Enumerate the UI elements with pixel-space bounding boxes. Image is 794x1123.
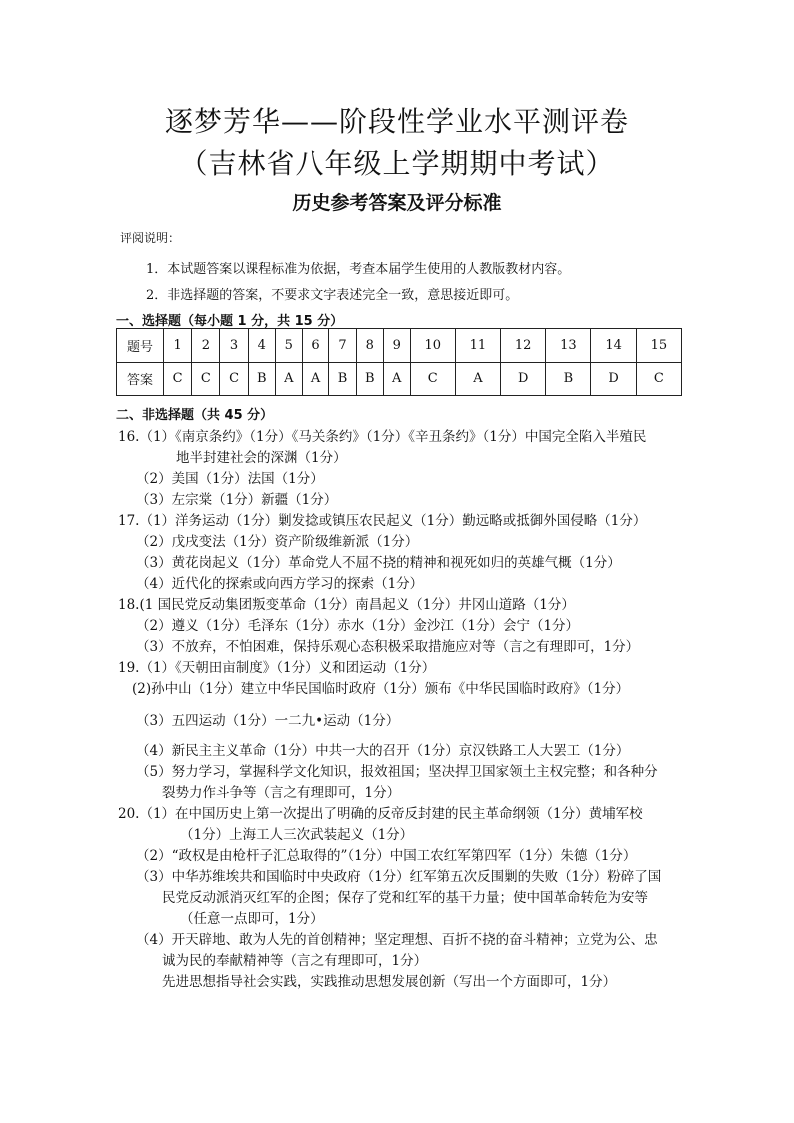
table-cell: 9: [383, 329, 410, 363]
answer-line: （1分）上海工人三次武装起义（1分）: [180, 827, 414, 843]
answer-line: 16.（1）《南京条约》（1分）《马关条约》（1分）《辛丑条约》（1分）中国完全陷入半殖民: [118, 429, 647, 445]
answer-line: 诚为民的奉献精神等（言之有理即可，1分）: [162, 953, 428, 969]
table-cell: D: [501, 362, 546, 396]
table-cell: 5: [275, 329, 302, 363]
answer-line: （3）不放弃，不怕困难，保持乐观心态积极采取措施应对等（言之有理即可，1分）: [136, 639, 640, 655]
table-cell: 3: [220, 329, 248, 363]
answer-line: （4）近代化的探索或向西方学习的探索（1分）: [136, 576, 424, 592]
answer-line: 20.（1）在中国历史上第一次提出了明确的反帝反封建的民主革命纲领（1分）黄埔军校: [118, 806, 643, 822]
answer-line: 17.（1）洋务运动（1分）剿发捻或镇压农民起义（1分）勤远略或抵御外国侵略（1分）: [118, 513, 647, 529]
table-cell: C: [220, 362, 248, 396]
table-cell: 7: [329, 329, 356, 363]
answer-line: （任意一点即可，1分）: [180, 911, 324, 927]
table-cell: 2: [192, 329, 220, 363]
table-cell: 6: [302, 329, 329, 363]
table-cell: 15: [636, 329, 681, 363]
table-row: [117, 329, 682, 363]
section-title-choice: 一、选择题（每小题 1 分，共 15 分）: [116, 314, 344, 329]
table-cell: 10: [410, 329, 455, 363]
table-cell: 4: [248, 329, 275, 363]
answer-line: 民党反动派消灭红军的企图；保存了党和红军的基干力量；使中国革命转危为安等: [162, 890, 648, 906]
note-item-2: 2．非选择题的答案，不要求文字表述完全一致，意思接近即可。: [146, 288, 519, 303]
answer-line: （3）黄花岗起义（1分）革命党人不屈不挠的精神和视死如归的英雄气概（1分）: [136, 555, 621, 571]
section-title-nonchoice: 二、非选择题（共 45 分）: [116, 408, 274, 423]
answer-line: (2)孙中山（1分）建立中华民国临时政府（1分）颁布《中华民国临时政府》（1分）: [132, 681, 630, 697]
table-cell: 13: [546, 329, 591, 363]
answer-line: 先进思想指导社会实践，实践推动思想发展创新（写出一个方面即可，1分）: [162, 974, 617, 990]
answer-line: （2）“政权是由枪杆子汇总取得的”（1分）中国工农红军第四军（1分）朱德（1分）: [136, 848, 637, 864]
answer-line: 19.（1）《天朝田亩制度》（1分）义和团运动（1分）: [118, 660, 436, 676]
table-row: [117, 362, 682, 396]
answer-line: （4）开天辟地、敢为人先的首创精神；坚定理想、百折不挠的奋斗精神；立党为公、忠: [136, 932, 658, 948]
answer-line: （3）左宗棠（1分）新疆（1分）: [136, 492, 338, 508]
table-cell: C: [636, 362, 681, 396]
answer-line: （2）遵义（1分）毛泽东（1分）赤水（1分）金沙江（1分）会宁（1分）: [136, 618, 580, 634]
table-cell: B: [329, 362, 356, 396]
table-cell: D: [591, 362, 636, 396]
answer-line: （2）戊戌变法（1分）资产阶级维新派（1分）: [136, 534, 419, 550]
answer-line: 地半封建社会的深渊（1分）: [176, 450, 347, 466]
table-cell: A: [302, 362, 329, 396]
answer-line: （4）新民主主义革命（1分）中共一大的召开（1分）京汉铁路工人大罢工（1分）: [136, 743, 630, 759]
table-cell: B: [546, 362, 591, 396]
page-subtitle: 历史参考答案及评分标准: [292, 192, 502, 214]
table-header-answer: 答案: [117, 362, 164, 396]
table-cell: 8: [356, 329, 383, 363]
answer-line: （5）努力学习，掌握科学文化知识，报效祖国；坚决捍卫国家领土主权完整；和各种分: [136, 764, 658, 780]
table-cell: C: [192, 362, 220, 396]
table-cell: C: [410, 362, 455, 396]
note-item-1: 1．本试题答案以课程标准为依据，考查本届学生使用的人教版教材内容。: [146, 262, 571, 277]
table-cell: 12: [501, 329, 546, 363]
table-cell: 11: [455, 329, 500, 363]
table-cell: 1: [164, 329, 192, 363]
table-cell: A: [275, 362, 302, 396]
page-title: 逐梦芳华——阶段性学业水平测评卷: [164, 105, 629, 138]
table-cell: 14: [591, 329, 636, 363]
answer-table: [116, 328, 682, 396]
answer-line: 裂势力作斗争等（言之有理即可，1分）: [162, 785, 401, 801]
answer-line: （3）五四运动（1分）一二九•运动（1分）: [136, 713, 400, 729]
table-header-number: 题号: [117, 329, 164, 363]
answer-line: 18.(1 国民党反动集团叛变革命（1分）南昌起义（1分）井冈山道路（1分）: [118, 597, 575, 613]
table-cell: A: [383, 362, 410, 396]
table-cell: A: [455, 362, 500, 396]
table-cell: B: [248, 362, 275, 396]
table-cell: B: [356, 362, 383, 396]
notes-heading: 评阅说明：: [120, 231, 181, 245]
answer-line: （3）中华苏维埃共和国临时中央政府（1分）红军第五次反围剿的失败（1分）粉碎了国: [136, 869, 662, 885]
table-cell: C: [164, 362, 192, 396]
page-title-exam: （吉林省八年级上学期期中考试）: [179, 147, 615, 180]
answer-line: （2）美国（1分）法国（1分）: [136, 471, 324, 487]
